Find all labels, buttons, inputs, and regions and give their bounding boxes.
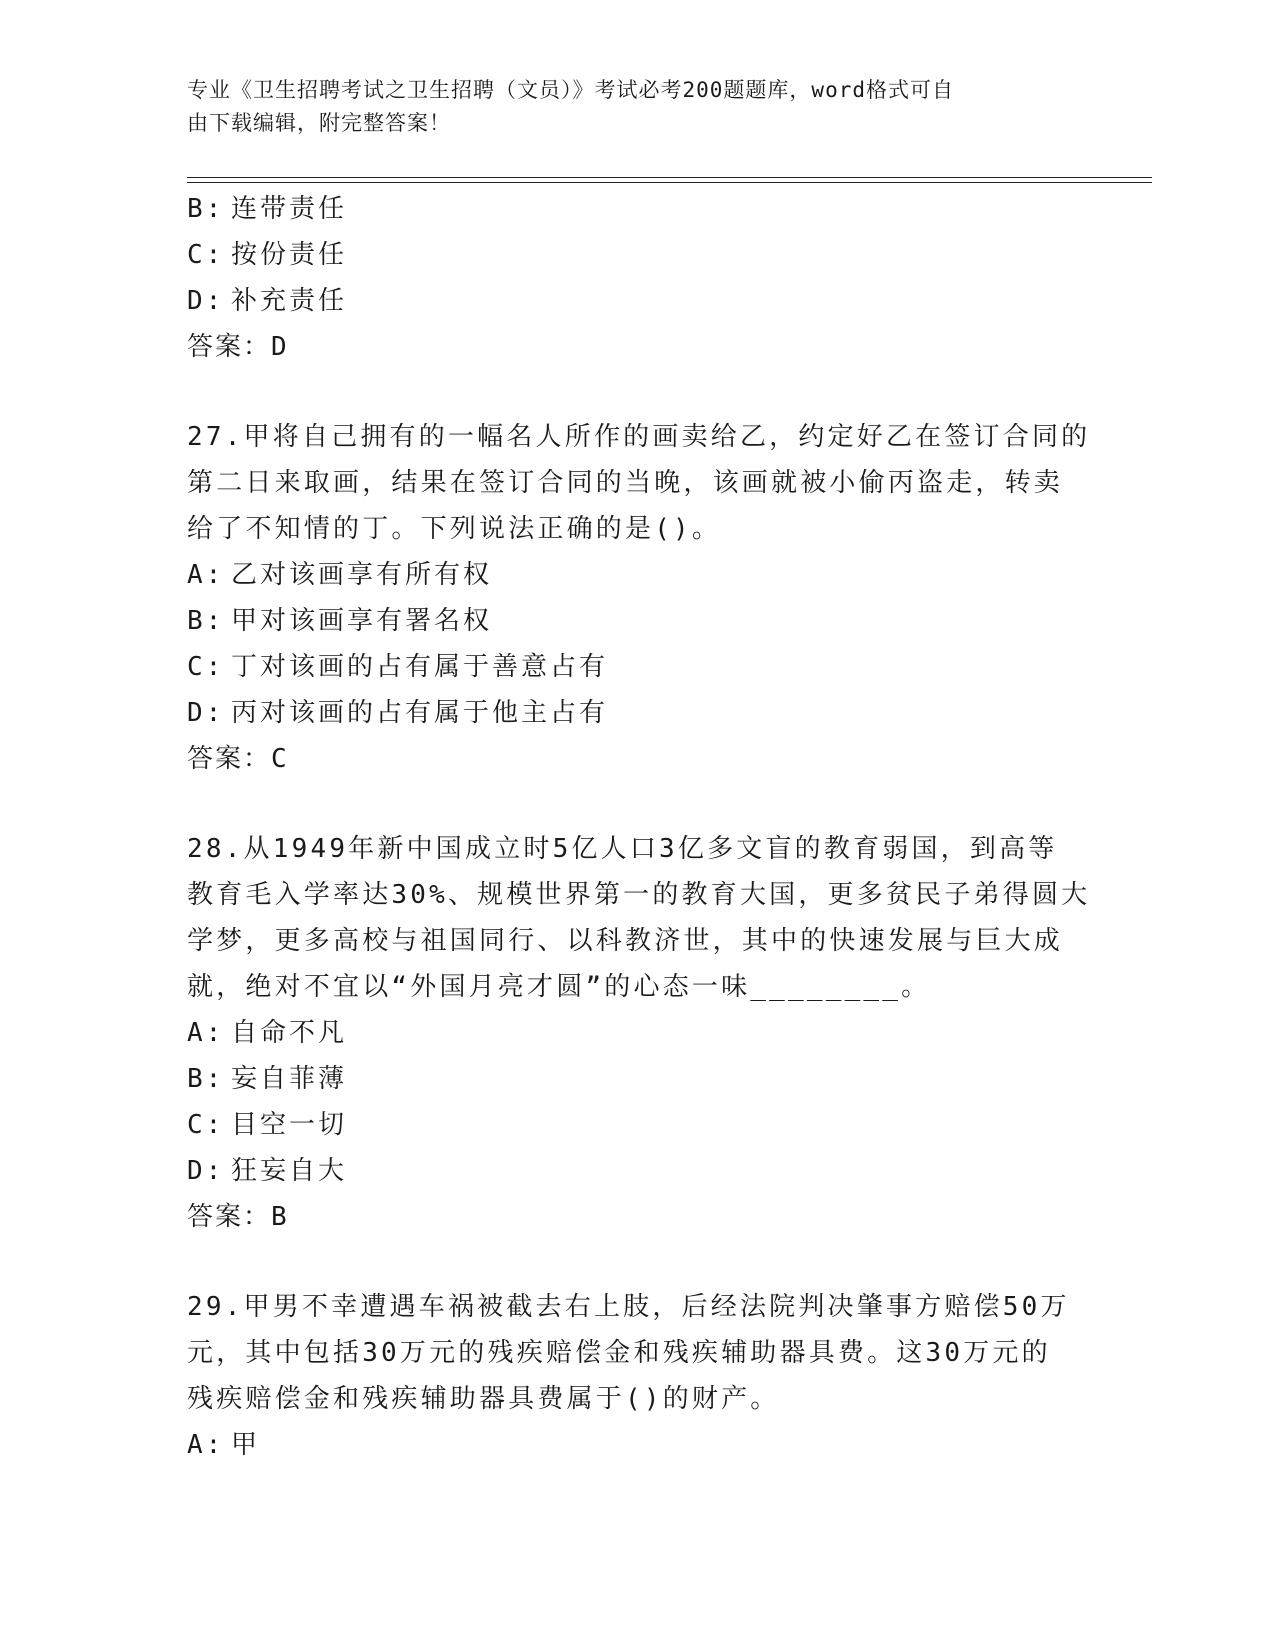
header-line-2: 由下载编辑，附完整答案！ xyxy=(187,111,451,135)
option-a xyxy=(187,1010,1087,1056)
spacer xyxy=(187,1240,1087,1284)
answer-line: 答案：D xyxy=(187,332,289,362)
stem-line: 28.从1949年新中国成立时5亿人口3亿多文盲的教育弱国，到高等 xyxy=(187,834,1058,864)
option-d xyxy=(187,1148,1087,1194)
option-key: C: xyxy=(187,652,225,682)
option-key: D: xyxy=(187,1156,225,1186)
header-divider-bottom xyxy=(187,182,1152,183)
option-text: 按份责任 xyxy=(231,240,348,270)
question-26-continued xyxy=(187,186,1087,370)
spacer xyxy=(187,370,1087,414)
question-28 xyxy=(187,826,1091,1240)
option-text: 狂妄自大 xyxy=(231,1156,348,1186)
option-d xyxy=(187,690,1087,736)
option-c xyxy=(187,644,1087,690)
document-header xyxy=(187,74,1067,140)
option-text: 甲 xyxy=(231,1430,261,1460)
option-key: D: xyxy=(187,698,225,728)
option-b xyxy=(187,598,1087,644)
stem-line: 残疾赔偿金和残疾辅助器具费属于()的财产。 xyxy=(187,1384,780,1414)
option-text: 妄自菲薄 xyxy=(231,1064,348,1094)
option-key: A: xyxy=(187,1430,225,1460)
answer-line: 答案：B xyxy=(187,1202,289,1232)
option-text: 乙对该画享有所有权 xyxy=(231,560,493,590)
option-text: 补充责任 xyxy=(231,286,348,316)
option-key: D: xyxy=(187,286,225,316)
document-content xyxy=(187,186,1091,1468)
option-text: 甲对该画享有署名权 xyxy=(231,606,493,636)
option-a xyxy=(187,552,1087,598)
option-text: 丙对该画的占有属于他主占有 xyxy=(231,698,609,728)
stem-line: 第二日来取画，结果在签订合同的当晚，该画就被小偷丙盗走，转卖 xyxy=(187,468,1064,498)
option-key: C: xyxy=(187,1110,225,1140)
question-stem xyxy=(187,1284,1087,1422)
stem-line: 给了不知情的丁。下列说法正确的是()。 xyxy=(187,514,722,544)
question-stem xyxy=(187,414,1091,552)
option-text: 连带责任 xyxy=(231,194,348,224)
stem-line: 29.甲男不幸遭遇车祸被截去右上肢，后经法院判决肇事方赔偿50万 xyxy=(187,1292,1070,1322)
option-key: A: xyxy=(187,1018,225,1048)
stem-line: 教育毛入学率达30%、规模世界第一的教育大国，更多贫民子弟得圆大 xyxy=(187,880,1091,910)
option-d xyxy=(187,278,1087,324)
option-key: A: xyxy=(187,560,225,590)
stem-line: 元，其中包括30万元的残疾赔偿金和残疾辅助器具费。这30万元的 xyxy=(187,1338,1051,1368)
option-text: 自命不凡 xyxy=(231,1018,348,1048)
option-text: 丁对该画的占有属于善意占有 xyxy=(231,652,609,682)
header-line-1: 专业《卫生招聘考试之卫生招聘（文员）》考试必考200题题库，word格式可自 xyxy=(187,78,954,102)
header-divider-top xyxy=(187,177,1152,178)
stem-line: 就，绝对不宜以“外国月亮才圆”的心态一味________。 xyxy=(187,972,931,1002)
option-a xyxy=(187,1422,1087,1468)
question-29 xyxy=(187,1284,1087,1468)
option-key: B: xyxy=(187,606,225,636)
option-key: B: xyxy=(187,194,225,224)
question-stem xyxy=(187,826,1091,1010)
question-27 xyxy=(187,414,1091,782)
option-key: B: xyxy=(187,1064,225,1094)
stem-line: 27.甲将自己拥有的一幅名人所作的画卖给乙，约定好乙在签订合同的 xyxy=(187,422,1091,452)
option-b xyxy=(187,186,1087,232)
option-c xyxy=(187,1102,1087,1148)
option-key: C: xyxy=(187,240,225,270)
answer-line: 答案：C xyxy=(187,744,289,774)
spacer xyxy=(187,782,1087,826)
option-c xyxy=(187,232,1087,278)
option-text: 目空一切 xyxy=(231,1110,348,1140)
option-b xyxy=(187,1056,1087,1102)
stem-line: 学梦，更多高校与祖国同行、以科教济世，其中的快速发展与巨大成 xyxy=(187,926,1064,956)
